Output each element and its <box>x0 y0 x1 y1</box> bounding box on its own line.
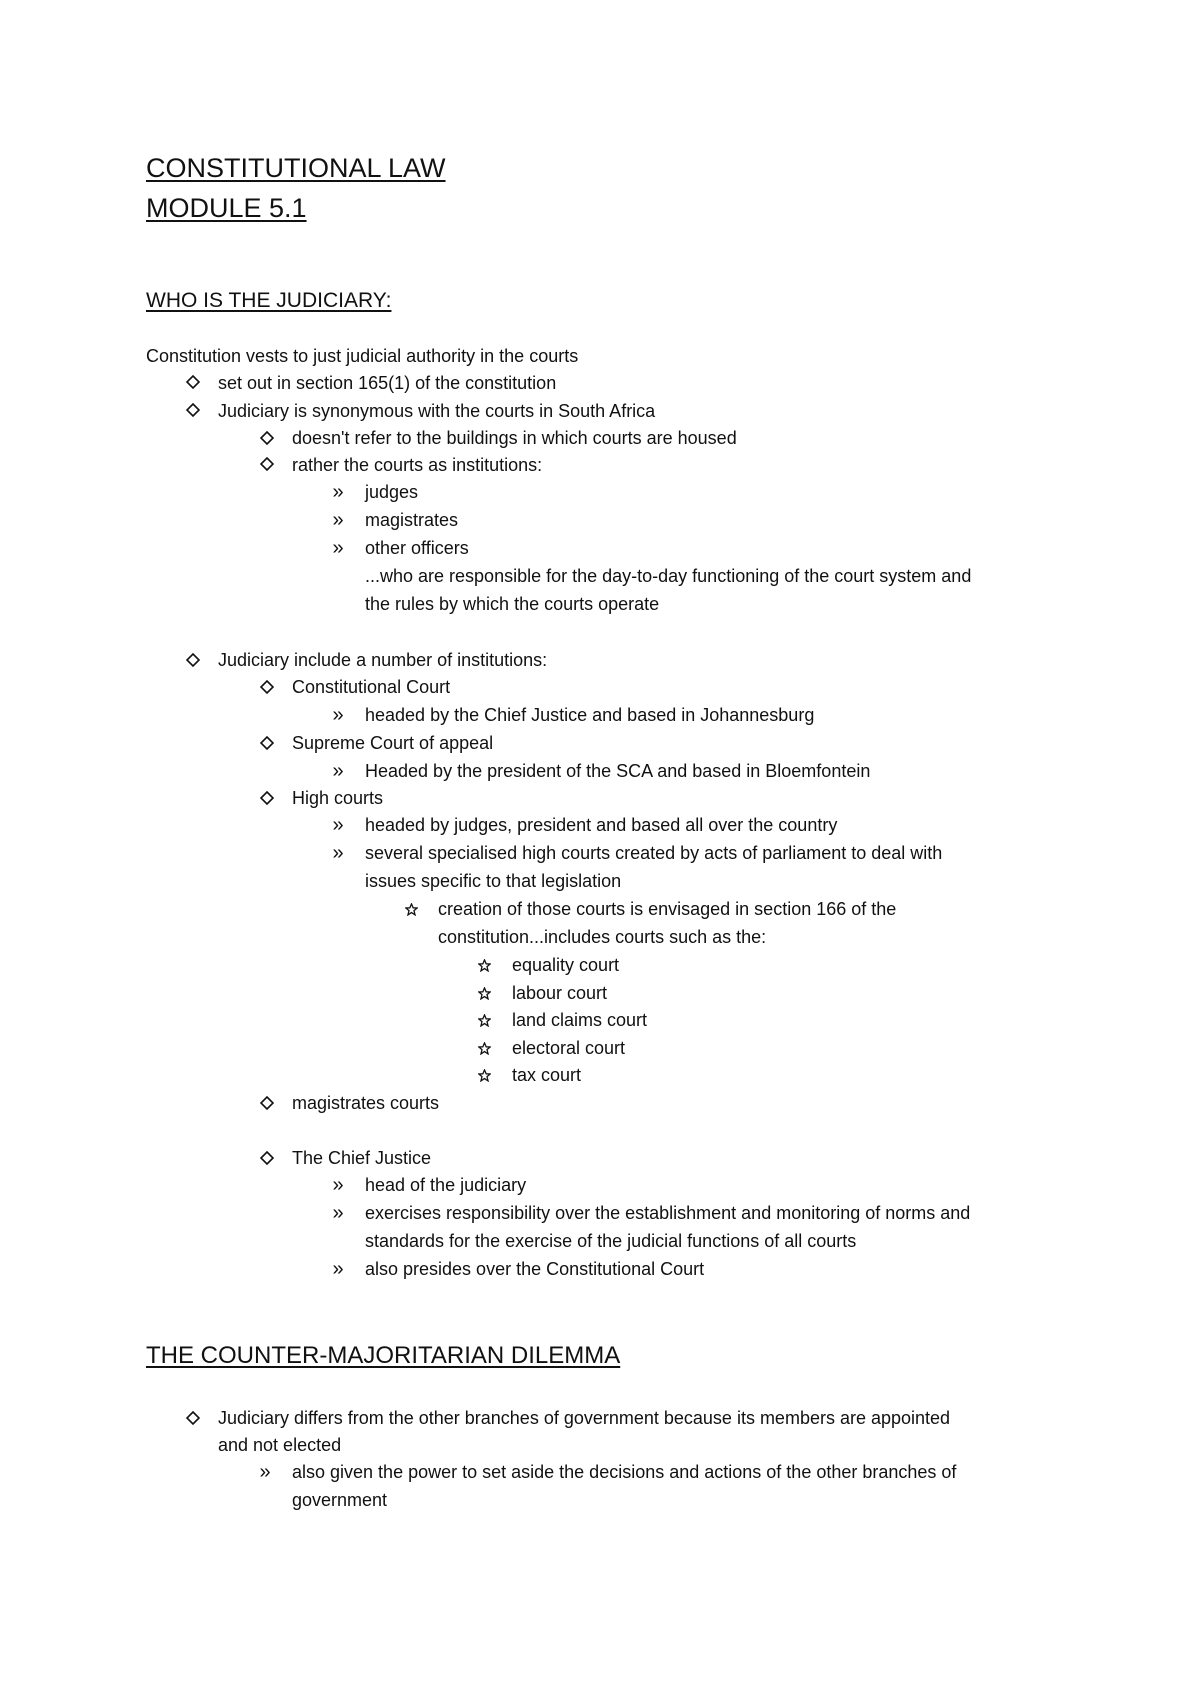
list-item: Constitutional Court <box>292 677 451 697</box>
list-item: Judiciary is synonymous with the courts in South Africa <box>218 401 656 421</box>
double-chevron-icon: » <box>332 1202 344 1224</box>
diamond-bullet-icon <box>183 1408 203 1428</box>
star-bullet-icon <box>474 1010 494 1030</box>
section-heading-counter-majoritarian: THE COUNTER-MAJORITARIAN DILEMMA <box>146 1342 621 1369</box>
list-item: other officers <box>365 538 469 558</box>
double-chevron-icon: » <box>332 1258 344 1280</box>
list-item: creation of those courts is envisaged in section 166 of the <box>438 899 897 919</box>
list-item: head of the judiciary <box>365 1175 527 1195</box>
list-item: rather the courts as institutions: <box>292 455 543 475</box>
star-bullet-icon <box>474 955 494 975</box>
list-item-continuation: ...who are responsible for the day-to-day functioning of the court system and <box>365 566 972 586</box>
list-item-continuation: constitution...includes courts such as the: <box>438 927 767 947</box>
document-title: CONSTITUTIONAL LAW <box>146 153 446 183</box>
list-item: several specialised high courts created by acts of parliament to deal with <box>365 843 943 863</box>
list-item-continuation: issues specific to that legislation <box>365 871 622 891</box>
list-item: also given the power to set aside the decisions and actions of the other branches of <box>292 1462 957 1482</box>
list-item-continuation: standards for the exercise of the judicial functions of all courts <box>365 1231 857 1251</box>
double-chevron-icon: » <box>332 760 344 782</box>
list-item: labour court <box>512 983 608 1003</box>
diamond-bullet-icon <box>257 1093 277 1113</box>
list-item: set out in section 165(1) of the constitution <box>218 373 557 393</box>
list-item: headed by judges, president and based all over the country <box>365 815 838 835</box>
list-item: magistrates courts <box>292 1093 440 1113</box>
double-chevron-icon: » <box>332 1174 344 1196</box>
double-chevron-icon: » <box>332 537 344 559</box>
diamond-bullet-icon <box>183 372 203 392</box>
intro-text: Constitution vests to just judicial authority in the courts <box>146 346 579 366</box>
list-item: electoral court <box>512 1038 626 1058</box>
section-heading-judiciary: WHO IS THE JUDICIARY: <box>146 289 392 312</box>
list-item: High courts <box>292 788 384 808</box>
list-item-continuation: government <box>292 1490 388 1510</box>
list-item: doesn't refer to the buildings in which courts are housed <box>292 428 737 448</box>
diamond-bullet-icon <box>257 788 277 808</box>
list-item: The Chief Justice <box>292 1148 432 1168</box>
list-item: also presides over the Constitutional Court <box>365 1259 705 1279</box>
diamond-bullet-icon <box>183 400 203 420</box>
list-item: magistrates <box>365 510 459 530</box>
list-item: exercises responsibility over the establishment and monitoring of norms and <box>365 1203 971 1223</box>
list-item: Judiciary differs from the other branches of government because its members are appointed <box>218 1408 951 1428</box>
star-bullet-icon <box>474 1065 494 1085</box>
diamond-bullet-icon <box>257 1148 277 1168</box>
star-bullet-icon <box>474 983 494 1003</box>
diamond-bullet-icon <box>257 733 277 753</box>
double-chevron-icon: » <box>332 814 344 836</box>
double-chevron-icon: » <box>332 481 344 503</box>
list-item: land claims court <box>512 1010 648 1030</box>
list-item: Supreme Court of appeal <box>292 733 494 753</box>
list-item: equality court <box>512 955 620 975</box>
diamond-bullet-icon <box>257 454 277 474</box>
list-item-continuation: the rules by which the courts operate <box>365 594 660 614</box>
diamond-bullet-icon <box>183 650 203 670</box>
double-chevron-icon: » <box>332 704 344 726</box>
diamond-bullet-icon <box>257 428 277 448</box>
star-bullet-icon <box>474 1038 494 1058</box>
double-chevron-icon: » <box>332 509 344 531</box>
module-title: MODULE 5.1 <box>146 193 307 223</box>
list-item: Judiciary include a number of institutions: <box>218 650 548 670</box>
double-chevron-icon: » <box>332 842 344 864</box>
list-item: judges <box>365 482 419 502</box>
list-item: tax court <box>512 1065 582 1085</box>
star-bullet-icon <box>401 899 421 919</box>
list-item: Headed by the president of the SCA and based in Bloemfontein <box>365 761 871 781</box>
diamond-bullet-icon <box>257 677 277 697</box>
double-chevron-icon: » <box>259 1461 271 1483</box>
list-item: headed by the Chief Justice and based in Johannesburg <box>365 705 815 725</box>
list-item-continuation: and not elected <box>218 1435 342 1455</box>
